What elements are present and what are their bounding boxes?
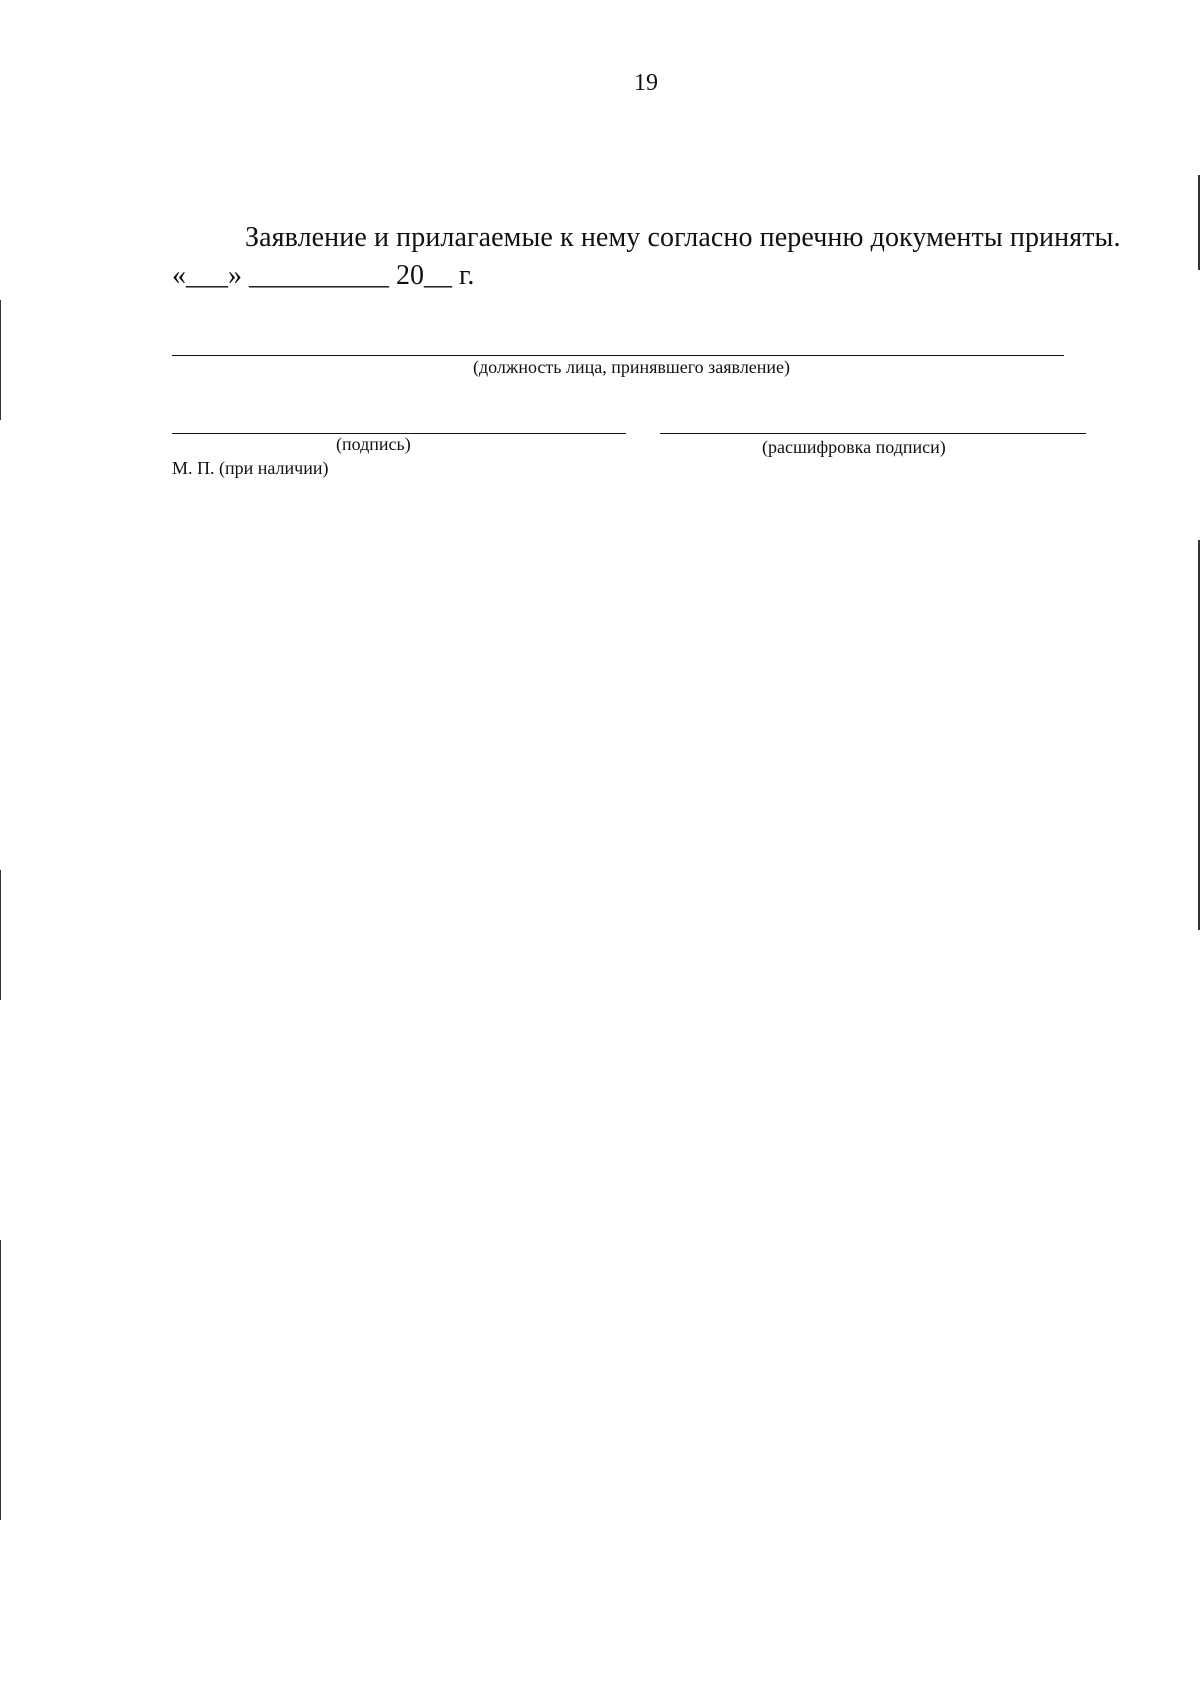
scan-edge-artifact bbox=[0, 1240, 1, 1520]
acceptance-statement: Заявление и прилагаемые к нему согласно перечню документы приняты. bbox=[245, 222, 1121, 253]
scan-edge-artifact bbox=[0, 300, 1, 420]
scan-edge-artifact bbox=[0, 870, 1, 1000]
date-field-line: «___» __________ 20__ г. bbox=[172, 260, 475, 291]
signature-decode-line bbox=[660, 433, 1086, 434]
signature-decode-caption: (расшифровка подписи) bbox=[762, 437, 946, 457]
seal-caption: М. П. (при наличии) bbox=[172, 458, 329, 478]
page-number: 19 bbox=[634, 70, 658, 96]
signature-caption: (подпись) bbox=[336, 434, 411, 454]
position-caption: (должность лица, принявшего заявление) bbox=[473, 357, 791, 377]
position-signature-line bbox=[172, 355, 1064, 356]
